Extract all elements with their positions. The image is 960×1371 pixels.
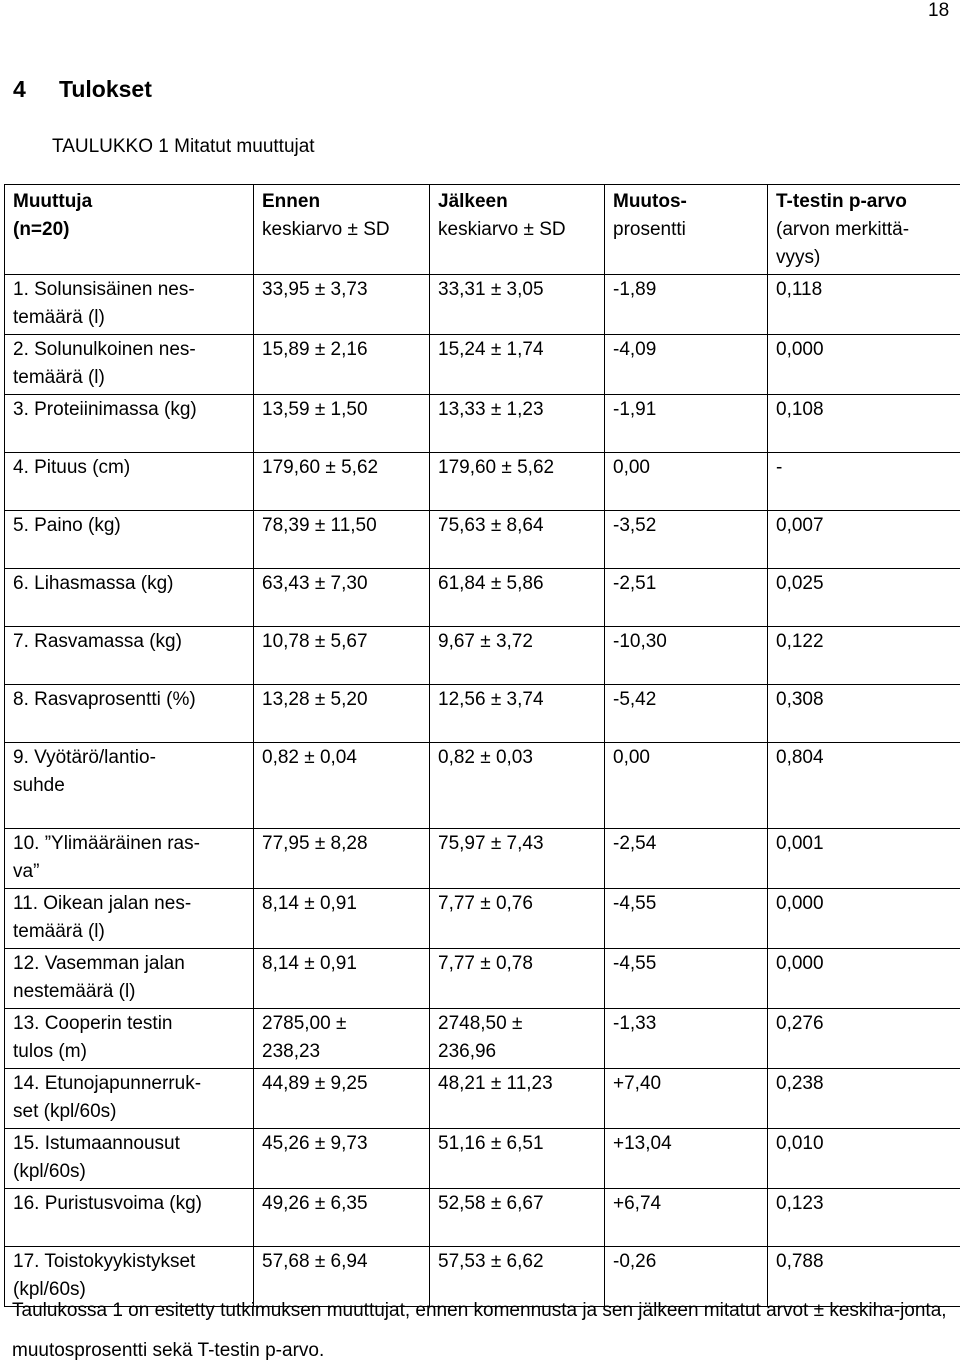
- cell-p: 0,001: [768, 829, 960, 889]
- cell-p: 0,122: [768, 627, 960, 685]
- cell-after: 33,31 ± 3,05: [430, 275, 605, 335]
- cell-variable: 7. Rasvamassa (kg): [5, 627, 254, 685]
- table-header-row: [5, 185, 960, 275]
- table-row: [5, 685, 960, 743]
- cell-before: 179,60 ± 5,62: [254, 453, 430, 511]
- cell-variable: 4. Pituus (cm): [5, 453, 254, 511]
- header-change: Muutos- prosentti: [605, 185, 768, 275]
- table-row: [5, 829, 960, 889]
- cell-variable: 6. Lihasmassa (kg): [5, 569, 254, 627]
- cell-variable: 11. Oikean jalan nes- temäärä (l): [5, 889, 254, 949]
- cell-change: -1,33: [605, 1009, 768, 1069]
- cell-change: +13,04: [605, 1129, 768, 1189]
- table-row: [5, 743, 960, 829]
- table-row: [5, 395, 960, 453]
- cell-after: 48,21 ± 11,23: [430, 1069, 605, 1129]
- results-table: [4, 184, 960, 1307]
- header-after: Jälkeen keskiarvo ± SD: [430, 185, 605, 275]
- cell-change: -3,52: [605, 511, 768, 569]
- cell-after: 61,84 ± 5,86: [430, 569, 605, 627]
- cell-before: 33,95 ± 3,73: [254, 275, 430, 335]
- cell-variable: 13. Cooperin testin tulos (m): [5, 1009, 254, 1069]
- cell-change: -1,91: [605, 395, 768, 453]
- cell-p: 0,238: [768, 1069, 960, 1129]
- table-row: [5, 1189, 960, 1247]
- table-row: [5, 1069, 960, 1129]
- cell-variable: 17. Toistokyykistykset (kpl/60s): [5, 1247, 254, 1307]
- cell-change: -10,30: [605, 627, 768, 685]
- cell-p: 0,804: [768, 743, 960, 829]
- cell-change: -2,51: [605, 569, 768, 627]
- cell-after: 12,56 ± 3,74: [430, 685, 605, 743]
- cell-change: -5,42: [605, 685, 768, 743]
- cell-after: 0,82 ± 0,03: [430, 743, 605, 829]
- cell-p: 0,123: [768, 1189, 960, 1247]
- chapter-number: 4: [13, 75, 59, 103]
- cell-after: 15,24 ± 1,74: [430, 335, 605, 395]
- table-row: [5, 949, 960, 1009]
- header-before: Ennen keskiarvo ± SD: [254, 185, 430, 275]
- cell-before: 10,78 ± 5,67: [254, 627, 430, 685]
- cell-p: 0,118: [768, 275, 960, 335]
- cell-p: 0,788: [768, 1247, 960, 1307]
- cell-change: 0,00: [605, 743, 768, 829]
- cell-after: 7,77 ± 0,78: [430, 949, 605, 1009]
- cell-change: -2,54: [605, 829, 768, 889]
- table-row: [5, 627, 960, 685]
- table-row: [5, 335, 960, 395]
- cell-before: 49,26 ± 6,35: [254, 1189, 430, 1247]
- cell-p: -: [768, 453, 960, 511]
- cell-before: 13,28 ± 5,20: [254, 685, 430, 743]
- cell-variable: 15. Istumaannousut (kpl/60s): [5, 1129, 254, 1189]
- cell-variable: 16. Puristusvoima (kg): [5, 1189, 254, 1247]
- cell-before: 57,68 ± 6,94: [254, 1247, 430, 1307]
- table-footnote: Taulukossa 1 on esitetty tutkimuksen muuttujat, ennen komennusta ja sen jälkeen mitatut arvot ± keskiha-jonta, muutosprosentti sekä T-testin p-arvo.: [12, 1291, 948, 1371]
- cell-variable: 2. Solunulkoinen nes- temäärä (l): [5, 335, 254, 395]
- cell-after: 75,63 ± 8,64: [430, 511, 605, 569]
- cell-before: 63,43 ± 7,30: [254, 569, 430, 627]
- cell-change: 0,00: [605, 453, 768, 511]
- cell-variable: 1. Solunsisäinen nes- temäärä (l): [5, 275, 254, 335]
- cell-variable: 9. Vyötärö/lantio- suhde: [5, 743, 254, 829]
- cell-change: -1,89: [605, 275, 768, 335]
- cell-p: 0,010: [768, 1129, 960, 1189]
- cell-before: 8,14 ± 0,91: [254, 949, 430, 1009]
- table-row: [5, 275, 960, 335]
- cell-p: 0,000: [768, 335, 960, 395]
- cell-p: 0,108: [768, 395, 960, 453]
- cell-before: 8,14 ± 0,91: [254, 889, 430, 949]
- cell-after: 2748,50 ± 236,96: [430, 1009, 605, 1069]
- cell-variable: 12. Vasemman jalan nestemäärä (l): [5, 949, 254, 1009]
- table-row: [5, 1009, 960, 1069]
- cell-before: 44,89 ± 9,25: [254, 1069, 430, 1129]
- table-row: [5, 453, 960, 511]
- cell-change: +7,40: [605, 1069, 768, 1129]
- cell-after: 57,53 ± 6,62: [430, 1247, 605, 1307]
- table-row: [5, 511, 960, 569]
- cell-p: 0,308: [768, 685, 960, 743]
- cell-after: 179,60 ± 5,62: [430, 453, 605, 511]
- cell-variable: 8. Rasvaprosentti (%): [5, 685, 254, 743]
- cell-before: 45,26 ± 9,73: [254, 1129, 430, 1189]
- cell-before: 78,39 ± 11,50: [254, 511, 430, 569]
- cell-change: -0,26: [605, 1247, 768, 1307]
- cell-after: 13,33 ± 1,23: [430, 395, 605, 453]
- cell-before: 15,89 ± 2,16: [254, 335, 430, 395]
- cell-after: 52,58 ± 6,67: [430, 1189, 605, 1247]
- table-row: [5, 1129, 960, 1189]
- cell-before: 13,59 ± 1,50: [254, 395, 430, 453]
- table-row: [5, 569, 960, 627]
- chapter-heading: [13, 75, 152, 103]
- cell-change: -4,09: [605, 335, 768, 395]
- chapter-title: Tulokset: [59, 76, 152, 102]
- table-caption: TAULUKKO 1 Mitatut muuttujat: [52, 135, 315, 159]
- cell-p: 0,007: [768, 511, 960, 569]
- cell-variable: 10. ”Ylimääräinen ras- va”: [5, 829, 254, 889]
- cell-before: 77,95 ± 8,28: [254, 829, 430, 889]
- page-number: 18: [928, 0, 949, 22]
- cell-p: 0,276: [768, 1009, 960, 1069]
- header-variable: Muuttuja (n=20): [5, 185, 254, 275]
- cell-variable: 14. Etunojapunnerruk- set (kpl/60s): [5, 1069, 254, 1129]
- cell-after: 51,16 ± 6,51: [430, 1129, 605, 1189]
- cell-variable: 5. Paino (kg): [5, 511, 254, 569]
- cell-change: +6,74: [605, 1189, 768, 1247]
- cell-p: 0,000: [768, 949, 960, 1009]
- cell-before: 2785,00 ± 238,23: [254, 1009, 430, 1069]
- header-pvalue: T-testin p-arvo (arvon merkittä- vyys): [768, 185, 960, 275]
- cell-before: 0,82 ± 0,04: [254, 743, 430, 829]
- table-row: [5, 889, 960, 949]
- cell-p: 0,000: [768, 889, 960, 949]
- cell-change: -4,55: [605, 949, 768, 1009]
- cell-after: 75,97 ± 7,43: [430, 829, 605, 889]
- cell-after: 7,77 ± 0,76: [430, 889, 605, 949]
- cell-after: 9,67 ± 3,72: [430, 627, 605, 685]
- cell-variable: 3. Proteiinimassa (kg): [5, 395, 254, 453]
- cell-p: 0,025: [768, 569, 960, 627]
- cell-change: -4,55: [605, 889, 768, 949]
